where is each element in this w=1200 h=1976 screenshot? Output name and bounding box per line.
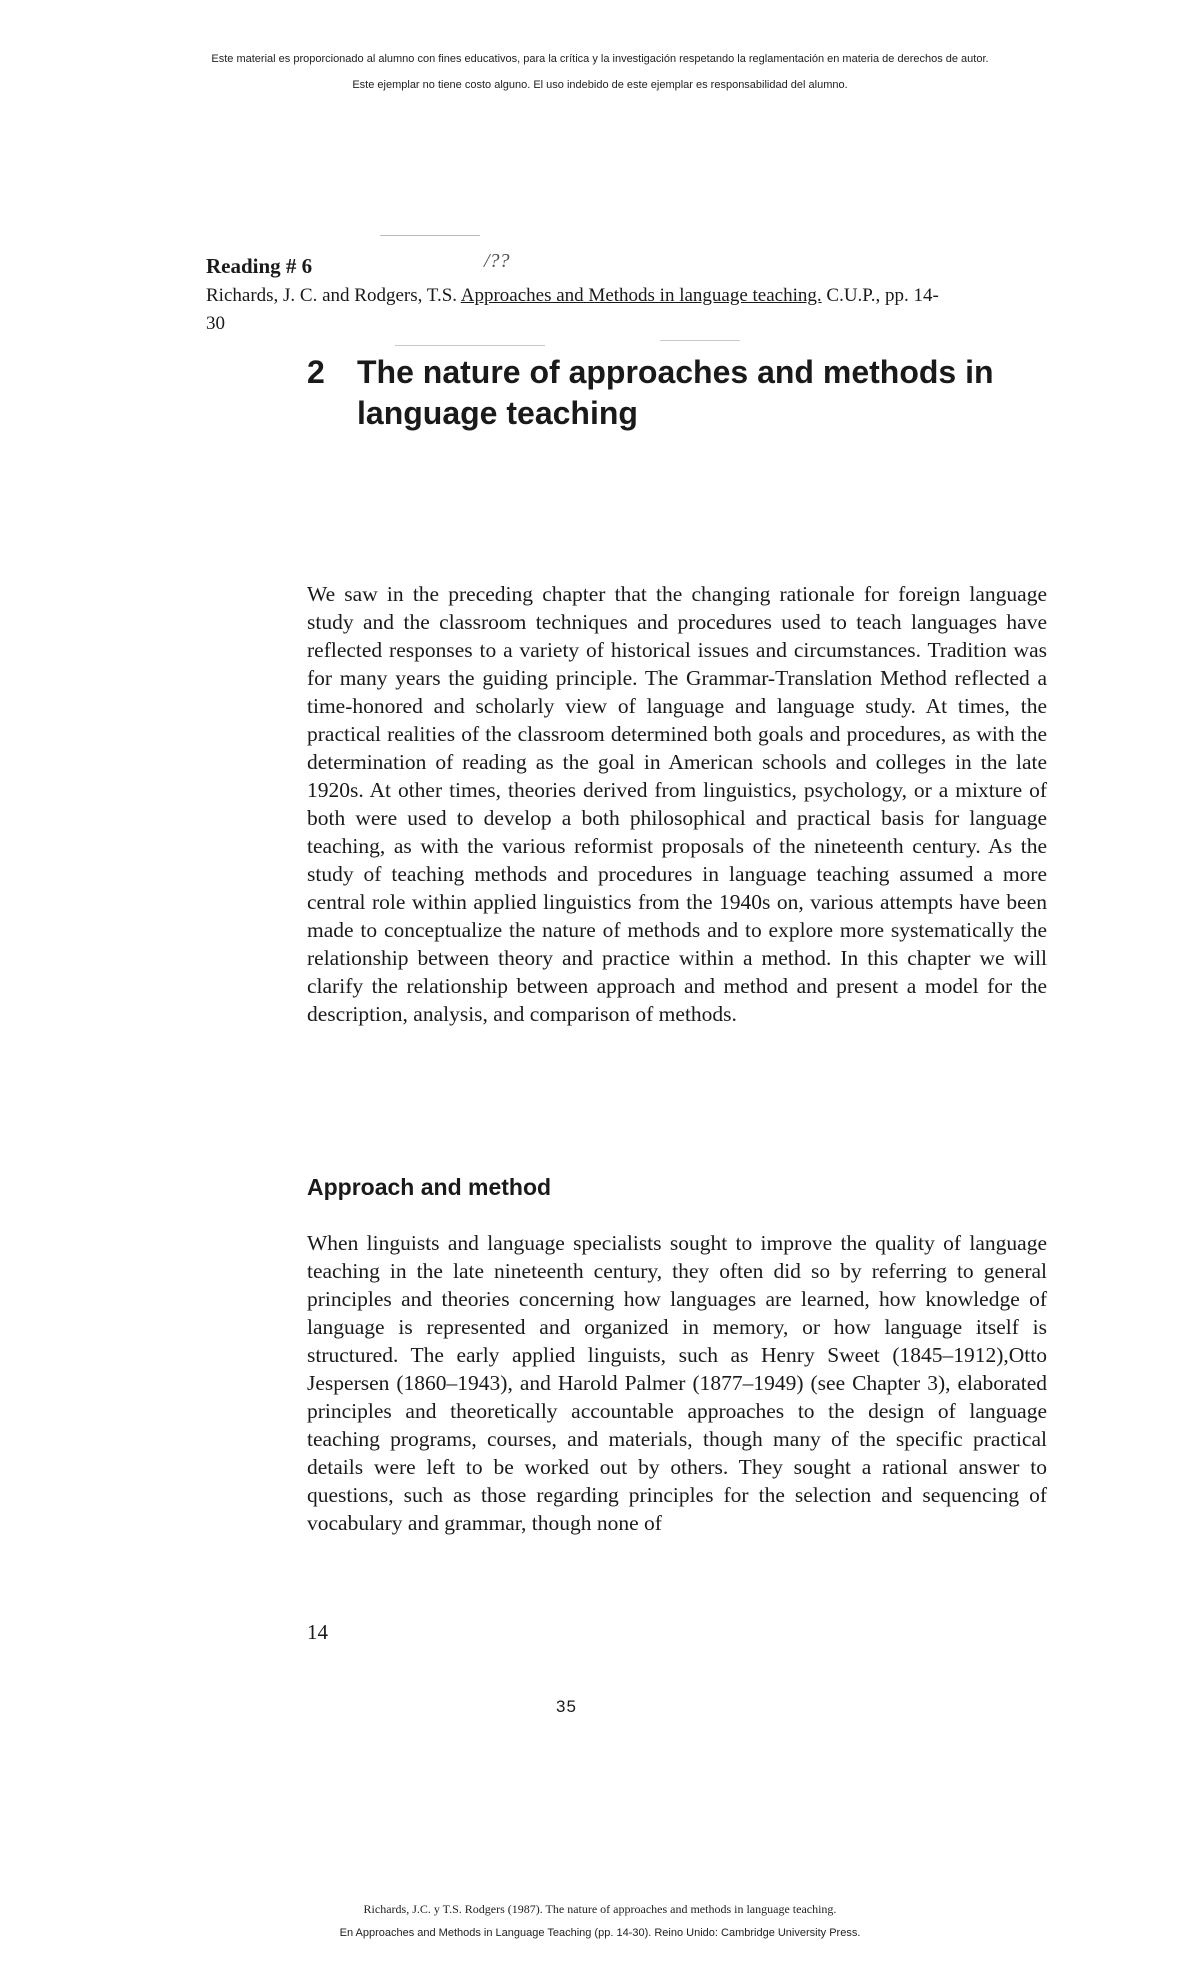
citation-pages-end: 30	[206, 313, 225, 334]
paragraph-approach-and-method: When linguists and language specialists sought to improve the quality of language teaching in the late nineteenth century, they often did so by referring to general principles and theories concerning how languages are learned, how knowledge of language is represented and organized in memory, or how language itself is structured. The early applied linguists, such as Henry Sweet (1845–1912),Otto Jespersen (1860–1943), and Harold Palmer (1877–1949) (see Chapter 3), elaborated principles and theoretically accountable approaches to the design of language teaching programs, courses, and materials, though many of the specific practical details were left to be worked out by others. They sought a rational answer to questions, such as those regarding principles for the selection and sequencing of vocabulary and grammar, though none of	[307, 1231, 1047, 1535]
paragraph-intro: We saw in the preceding chapter that the changing rationale for foreign language study and the classroom techniques and procedures used to teach languages have reflected responses to a variety of historical issues and circumstances. Tradition was for many years the guiding principle. The Grammar-Translation Method reflected a time-honored and scholarly view of language and language study. At times, the practical realities of the classroom determined both goals and procedures, as with the determination of reading as the goal in American schools and colleges in the late 1920s. At other times, theories derived from linguistics, psychology, or a mixture of both were used to develop a both philosophical and practical basis for language teaching, as with the various reformist proposals of the nineteenth century. As the study of teaching methods and procedures in language teaching assumed a more central role within applied linguistics from the 1940s on, various attempts have been made to conceptualize the nature of methods and to explore more systematically the relationship between theory and practice within a method. In this chapter we will clarify the relationship between approach and method and present a model for the description, analysis, and comparison of methods.	[307, 582, 1047, 1026]
footer-reference-line2: En Approaches and Methods in Language Teaching (pp. 14-30). Reino Unido: Cambridge University Press.	[339, 1927, 861, 1939]
scan-page-number: 35	[556, 1697, 577, 1716]
footer-reference-line1: Richards, J.C. y T.S. Rodgers (1987). The nature of approaches and methods in language teaching.	[363, 1902, 837, 1916]
copyright-notice-line1: Este material es proporcionado al alumno con fines educativos, para la crítica y la investigación respetando la reglamentación en materia de derechos de autor.	[211, 53, 989, 65]
reading-label: Reading # 6	[206, 254, 313, 278]
citation-authors: Richards, J. C. and Rodgers, T.S.	[206, 285, 461, 306]
scan-artifact-line	[660, 340, 740, 341]
handwritten-mark: /??	[484, 250, 510, 272]
section-heading: Approach and method	[307, 1174, 552, 1200]
chapter-title-text: The nature of approaches and methods in language teaching	[357, 354, 994, 431]
page-number: 14	[307, 1620, 328, 1644]
scan-artifact-line	[380, 235, 480, 236]
chapter-number: 2	[307, 354, 325, 390]
chapter-title	[307, 352, 1077, 434]
citation	[206, 282, 1106, 338]
citation-title: Approaches and Methods in language teaching.	[460, 285, 822, 306]
copyright-notice-line2: Este ejemplar no tiene costo alguno. El uso indebido de este ejemplar es responsabilidad del alumno.	[352, 79, 848, 91]
citation-publisher: C.U.P., pp. 14-	[821, 285, 939, 306]
scan-artifact-line	[395, 345, 545, 346]
